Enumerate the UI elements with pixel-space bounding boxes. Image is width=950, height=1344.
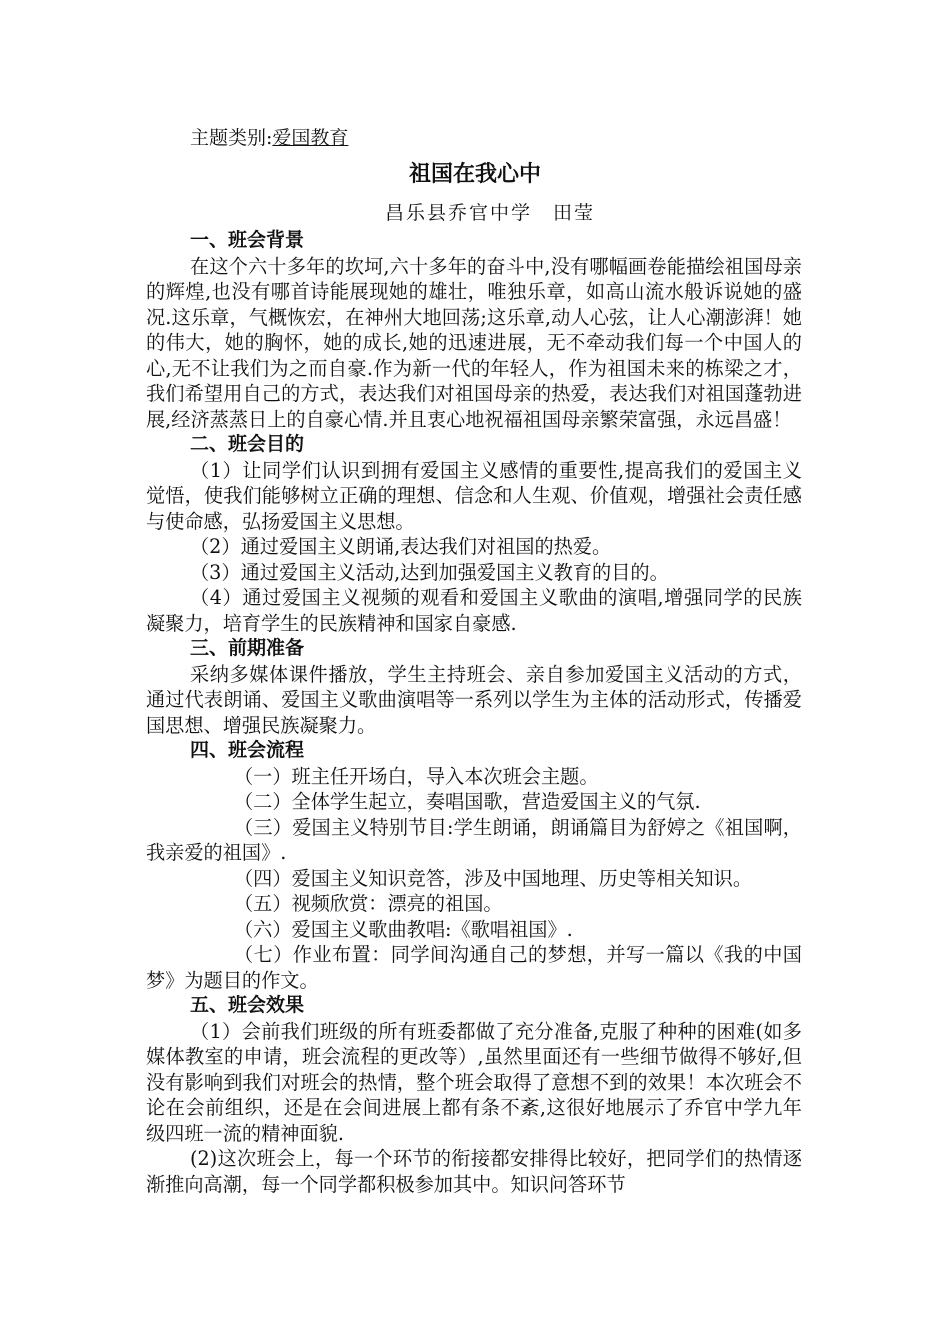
author-line: 昌乐县乔官中学 田莹 <box>384 202 595 224</box>
effect-paragraph: (2)这次班会上，每一个环节的衔接都安排得比较好，把同学们的热情逐渐推向高潮，每一个同学都积极参加其中。知识问答环节 <box>146 1147 802 1196</box>
goal-item: （3）通过爱国主义活动,达到加强爱国主义教育的目的。 <box>190 560 669 584</box>
section-heading-goals: 二、班会目的 <box>190 433 305 455</box>
section-heading-process: 四、班会流程 <box>190 739 305 761</box>
document-title: 祖国在我心中 <box>408 162 541 187</box>
process-step: （七）作业布置：同学间沟通自己的梦想，并写一篇以《我的中国梦》为题目的作文。 <box>146 943 802 992</box>
process-step: （六）爱国主义歌曲教唱:《歌唱祖国》. <box>234 917 573 941</box>
section-heading-effect: 五、班会效果 <box>190 994 305 1016</box>
section-heading-background: 一、班会背景 <box>190 229 305 251</box>
document-body <box>146 228 802 1197</box>
process-step: （二）全体学生起立，奏唱国歌，营造爱国主义的气氛. <box>234 790 701 813</box>
goal-item: （1）让同学们认识到拥有爱国主义感情的重要性,提高我们的爱国主义觉悟，使我们能够树立正确的理想、信念和人生观、价值观，增强社会责任感与使命感，弘扬爱国主义思想。 <box>146 458 802 533</box>
effect-paragraph: （1）会前我们班级的所有班委都做了充分准备,克服了种种的困难(如多媒体教室的申请，班会流程的更改等）,虽然里面还有一些细节做得不够好,但没有影响到我们对班会的热情，整个班会取得了意想不到的效果！本次班会不论在会前组织，还是在会间进展上都有条不紊,这很好地展示了乔官中学九年级四班一流的精神面貌. <box>146 1019 802 1145</box>
preparation-paragraph: 采纳多媒体课件播放，学生主持班会、亲自参加爱国主义活动的方式，通过代表朗诵、爱国主义歌曲演唱等一系列以学生为主体的活动形式，传播爱国思想、增强民族凝聚力。 <box>146 662 802 737</box>
process-step: （五）视频欣赏：漂亮的祖国。 <box>234 892 503 915</box>
category-value: 爱国教育 <box>272 127 349 149</box>
section-heading-preparation: 三、前期准备 <box>190 637 305 659</box>
goal-item: （4）通过爱国主义视频的观看和爱国主义歌曲的演唱,增强同学的民族凝聚力，培育学生的民族精神和国家自豪感. <box>146 586 802 635</box>
process-step: （四）爱国主义知识竞答，涉及中国地理、历史等相关知识。 <box>234 866 753 890</box>
process-step: （三）爱国主义特别节目:学生朗诵，朗诵篇目为舒婷之《祖国啊，我亲爱的祖国》. <box>146 815 802 864</box>
topic-category <box>190 124 356 152</box>
category-label: 主题类别: <box>190 127 273 149</box>
background-paragraph: 在这个六十多年的坎坷,六十多年的奋斗中,没有哪幅画卷能描绘祖国母亲的辉煌,也没有哪首诗能展现她的雄壮，唯独乐章，如高山流水般诉说她的盛况.这乐章，气概恢宏，在神州大地回荡;这乐章,动人心弦，让人心潮澎湃！她的伟大，她的胸怀，她的成长,她的迅速进展，无不牵动我们每一个中国人的心,无不让我们为之而自豪.作为新一代的年轻人，作为祖国未来的栋梁之才，我们希望用自己的方式，表达我们对祖国母亲的热爱，表达我们对祖国蓬勃进展,经济蒸蒸日上的自豪心情.并且衷心地祝福祖国母亲繁荣富强，永远昌盛！ <box>146 254 802 431</box>
goal-item: （2）通过爱国主义朗诵,表达我们对祖国的热爱。 <box>190 535 612 558</box>
process-step: （一）班主任开场白，导入本次班会主题。 <box>234 764 599 788</box>
